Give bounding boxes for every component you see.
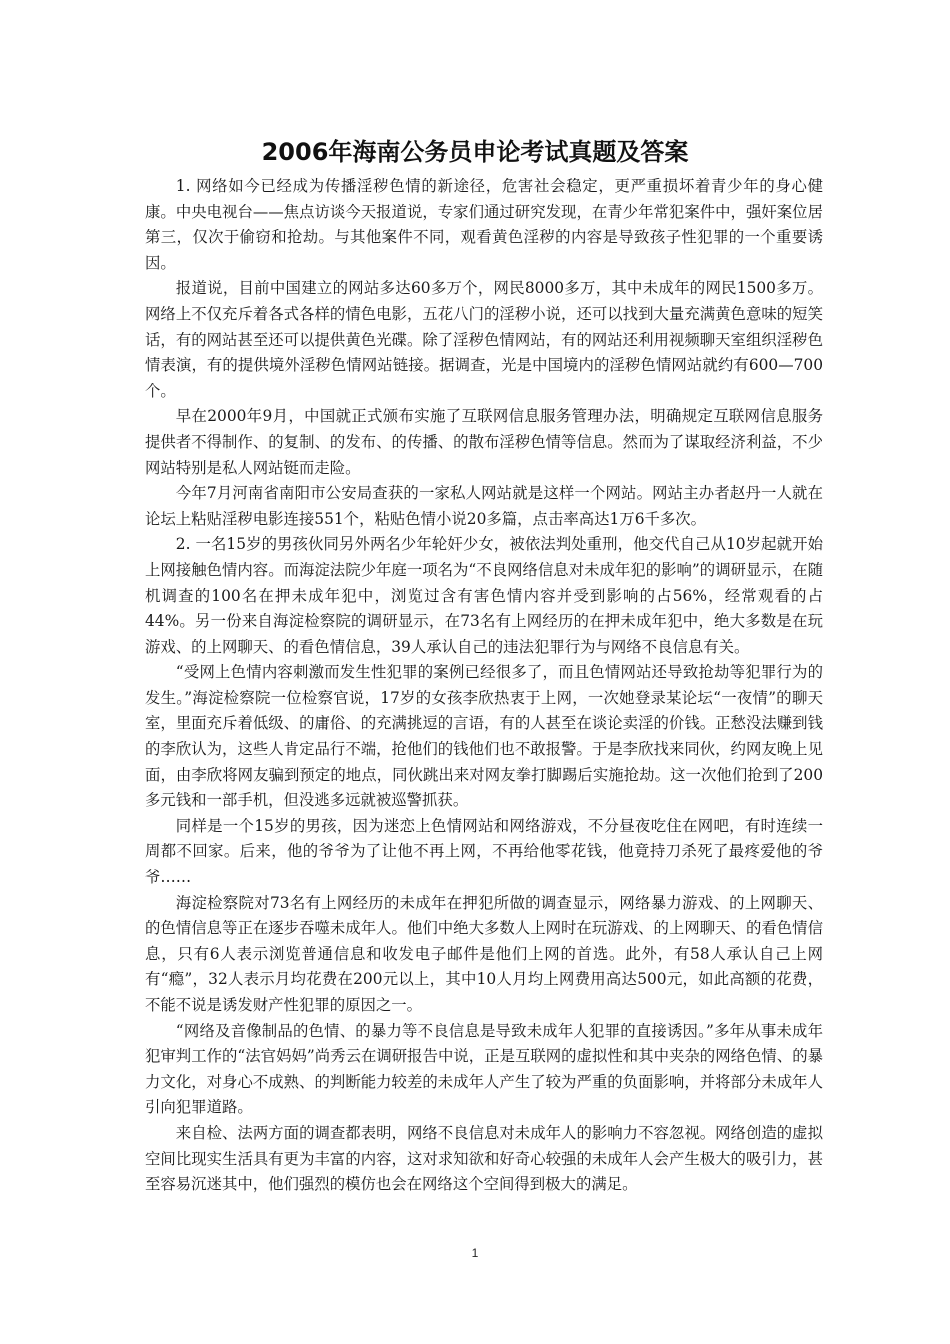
paragraph-10: 来自检、法两方面的调查都表明，网络不良信息对未成年人的影响力不容忽视。网络创造的虚拟空间比现实生活具有更为丰富的内容，这对求知欲和好奇心较强的未成年人会产生极大的吸引力，甚至容易沉迷其中，他们强烈的模仿也会在网络这个空间得到极大的满足。 xyxy=(145,1123,823,1194)
paragraph-9: “网络及音像制品的色情、的暴力等不良信息是导致未成年人犯罪的直接诱因。”多年从事未成年犯审判工作的“法官妈妈”尚秀云在调研报告中说，正是互联网的虚拟性和其中夹杂的网络色情、的暴力文化，对身心不成熟、的判断能力较差的未成年人产生了较为严重的负面影响，并将部分未成年人引向犯罪道路。 xyxy=(145,1021,823,1117)
paragraph-8: 海淀检察院对73名有上网经历的未成年在押犯所做的调查显示，网络暴力游戏、的上网聊天、的色情信息等正在逐步吞噬未成年人。他们中绝大多数人上网时在玩游戏、的上网聊天、的看色情信息，只有6人表示浏览普通信息和收发电子邮件是他们上网的首选。此外，有58人承认自己上网有“瘾”，32人表示月均花费在200元以上，其中10人月均上网费用高达500元，如此高额的花费，不能不说是诱发财产性犯罪的原因之一。 xyxy=(145,893,823,1014)
paragraph-4: 今年7月河南省南阳市公安局查获的一家私人网站就是这样一个网站。网站主办者赵丹一人就在论坛上粘贴淫秽电影连接551个，粘贴色情小说20多篇，点击率高达1万6千多次。 xyxy=(145,484,823,528)
paragraph-5: 2. 一名15岁的男孩伙同另外两名少年轮奸少女，被依法判处重刑，他交代自己从10岁起就开始上网接触色情内容。而海淀法院少年庭一项名为“不良网络信息对未成年犯的影响”的调研显示，在随机调查的100名在押未成年犯中，浏览过含有害色情内容并受到影响的占56%，经常观看的占44%。另一份来自海淀检察院的调研显示，在73名有上网经历的在押未成年犯中，绝大多数是在玩游戏、的上网聊天、的看色情信息，39人承认自己的违法犯罪行为与网络不良信息有关。 xyxy=(145,535,823,656)
paragraph-1: 1. 网络如今已经成为传播淫秽色情的新途径，危害社会稳定，更严重损坏着青少年的身心健康。中央电视台——焦点访谈今天报道说，专家们通过研究发现，在青少年常犯案件中，强奸案位居第三，仅次于偷窃和抢劫。与其他案件不同，观看黄色淫秽的内容是导致孩子性犯罪的一个重要诱因。 xyxy=(145,177,823,272)
paragraph-3: 早在2000年9月，中国就正式颁布实施了互联网信息服务管理办法，明确规定互联网信息服务提供者不得制作、的复制、的发布、的传播、的散布淫秽色情等信息。然而为了谋取经济利益，不少网站特别是私人网站铤而走险。 xyxy=(145,407,823,477)
document-body xyxy=(145,174,823,1198)
paragraph-7: 同样是一个15岁的男孩，因为迷恋上色情网站和网络游戏，不分昼夜吃住在网吧，有时连续一周都不回家。后来，他的爷爷为了让他不再上网，不再给他零花钱，他竟持刀杀死了最疼爱他的爷爷…… xyxy=(145,816,823,887)
paragraph-2: 报道说，目前中国建立的网站多达60多万个，网民8000多万，其中未成年的网民1500多万。网络上不仅充斥着各式各样的情色电影，五花八门的淫秽小说，还可以找到大量充满黄色意味的短笑话，有的网站甚至还可以提供黄色光碟。除了淫秽色情网站，有的网站还利用视频聊天室组织淫秽色情表演，有的提供境外淫秽色情网站链接。据调查，光是中国境内的淫秽色情网站就约有600—700个。 xyxy=(145,279,823,400)
document-title: 2006年海南公务员申论考试真题及答案 xyxy=(261,138,689,166)
page-number: 1 xyxy=(471,1246,479,1260)
paragraph-6: “受网上色情内容刺激而发生性犯罪的案例已经很多了，而且色情网站还导致抢劫等犯罪行为的发生。”海淀检察院一位检察官说，17岁的女孩李欣热衷于上网，一次她登录某论坛“一夜情”的聊天室，里面充斥着低级、的庸俗、的充满挑逗的言语，有的人甚至在谈论卖淫的价钱。正愁没法赚到钱的李欣认为，这些人肯定品行不端，抢他们的钱他们也不敢报警。于是李欣找来同伙，约网友晚上见面，由李欣将网友骗到预定的地点，同伙跳出来对网友拳打脚踢后实施抢劫。这一次他们抢到了200多元钱和一部手机，但没逃多远就被巡警抓获。 xyxy=(145,663,823,810)
